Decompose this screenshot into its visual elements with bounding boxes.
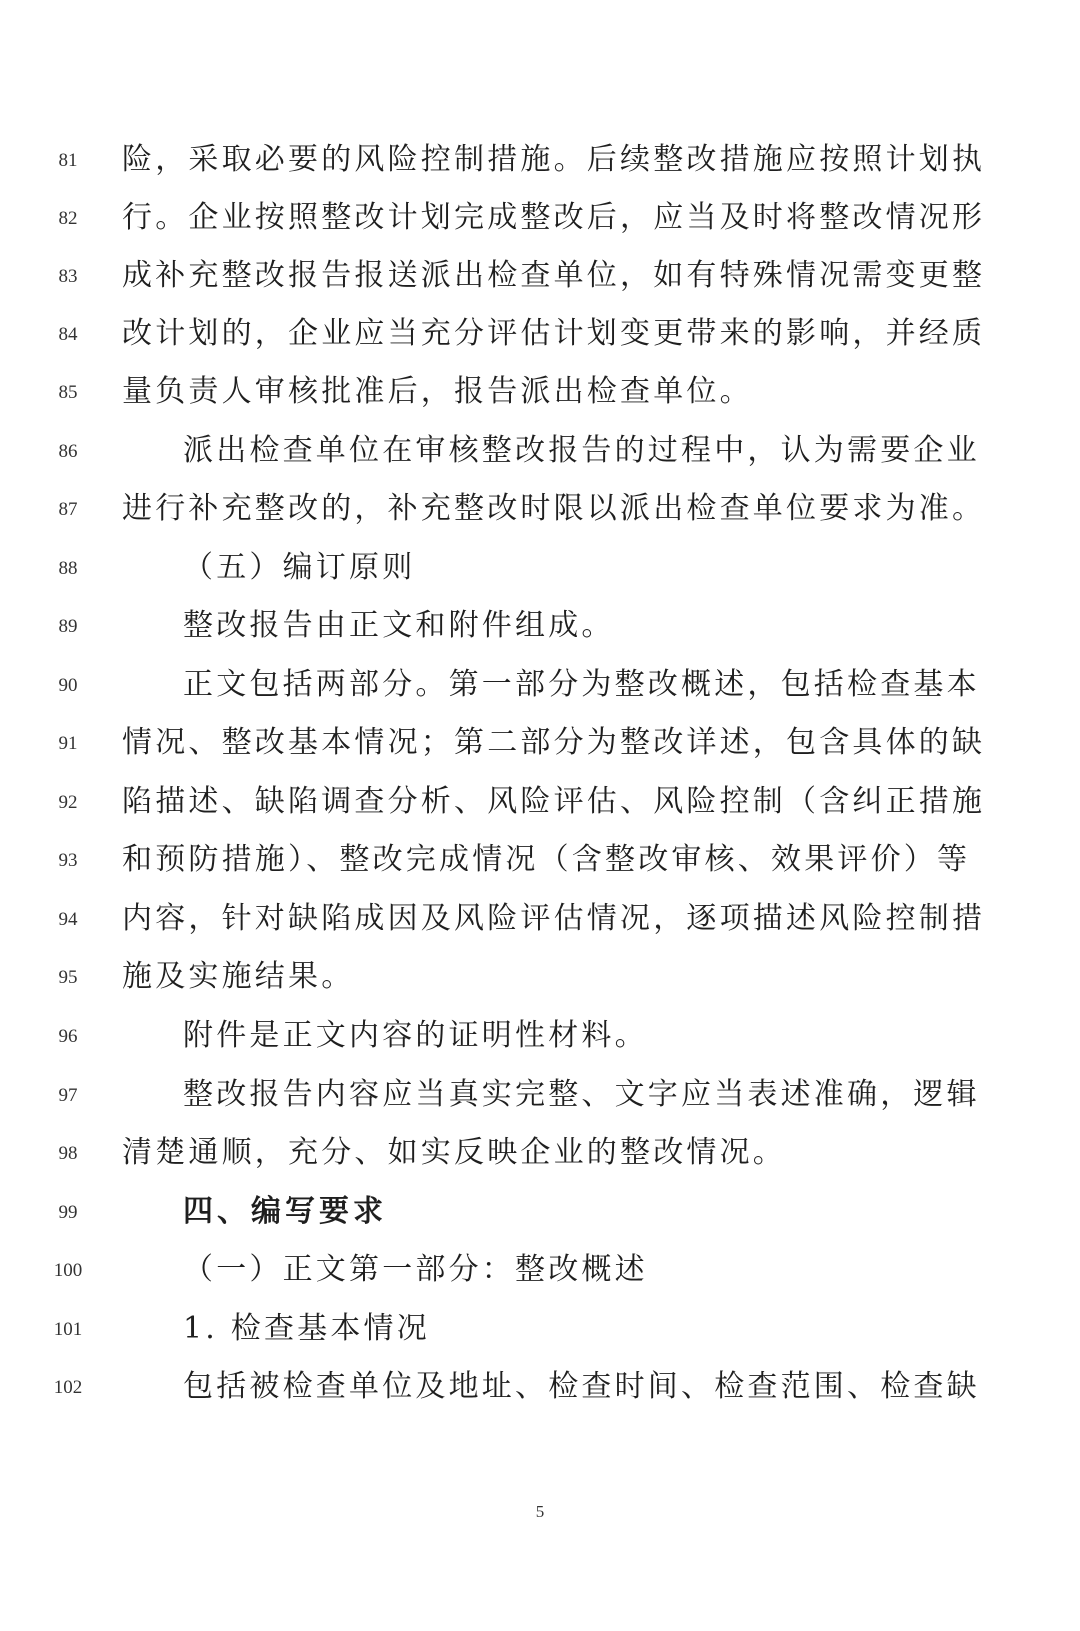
line-text: 派出检查单位在审核整改报告的过程中，认为需要企业 — [183, 433, 980, 468]
line-number: 95 — [58, 967, 78, 988]
line-number: 90 — [58, 675, 78, 696]
line-text: 包括被检查单位及地址、检查时间、检查范围、检查缺 — [183, 1369, 980, 1404]
line-text: 险，采取必要的风险控制措施。后续整改措施应按照计划执 — [122, 142, 986, 177]
line-102 — [0, 1367, 1080, 1407]
line-number: 99 — [58, 1202, 78, 1223]
line-98 — [0, 1133, 1080, 1173]
line-text: 清楚通顺，充分、如实反映企业的整改情况。 — [122, 1135, 786, 1170]
line-number: 88 — [58, 558, 78, 579]
line-number: 100 — [53, 1260, 83, 1281]
line-text: 正文包括两部分。第一部分为整改概述，包括检查基本 — [183, 667, 980, 702]
line-number: 92 — [58, 792, 78, 813]
line-89 — [0, 606, 1080, 646]
line-text: 和预防措施）、整改完成情况（含整改审核、效果评价）等 — [122, 842, 971, 877]
line-number: 81 — [58, 150, 78, 171]
line-text: 量负责人审核批准后，报告派出检查单位。 — [122, 374, 753, 409]
line-number: 83 — [58, 266, 78, 287]
line-text: 成补充整改报告报送派出检查单位，如有特殊情况需变更整 — [122, 258, 986, 293]
line-82 — [0, 198, 1080, 238]
line-number: 94 — [58, 909, 78, 930]
line-84 — [0, 314, 1080, 354]
line-text: 进行补充整改的，补充整改时限以派出检查单位要求为准。 — [122, 491, 986, 526]
line-number: 87 — [58, 499, 78, 520]
line-number: 96 — [58, 1026, 78, 1047]
line-number: 102 — [53, 1377, 83, 1398]
line-number: 91 — [58, 733, 78, 754]
line-number: 98 — [58, 1143, 78, 1164]
line-83 — [0, 256, 1080, 296]
line-number: 85 — [58, 382, 78, 403]
line-100 — [0, 1250, 1080, 1290]
line-93 — [0, 840, 1080, 880]
line-90 — [0, 665, 1080, 705]
line-number: 97 — [58, 1085, 78, 1106]
page-number: 5 — [535, 1502, 545, 1521]
line-96 — [0, 1016, 1080, 1056]
line-91 — [0, 723, 1080, 763]
line-99 — [0, 1192, 1080, 1232]
line-text: 陷描述、缺陷调查分析、风险评估、风险控制（含纠正措施 — [122, 784, 986, 819]
line-86 — [0, 431, 1080, 471]
section-heading: （五）编订原则 — [183, 550, 416, 585]
line-number: 84 — [58, 324, 78, 345]
line-text: 行。企业按照整改计划完成整改后，应当及时将整改情况形 — [122, 200, 986, 235]
line-number: 93 — [58, 850, 78, 871]
line-101 — [0, 1309, 1080, 1349]
chapter-heading: 四、编写要求 — [183, 1194, 387, 1229]
line-94 — [0, 899, 1080, 939]
line-number: 82 — [58, 208, 78, 229]
line-text: 施及实施结果。 — [122, 959, 355, 994]
line-88 — [0, 548, 1080, 588]
subsection-heading: 1. 检查基本情况 — [183, 1311, 430, 1346]
line-text: 情况、整改基本情况；第二部分为整改详述，包含具体的缺 — [122, 725, 986, 760]
line-number: 89 — [58, 616, 78, 637]
line-text: 整改报告内容应当真实完整、文字应当表述准确，逻辑 — [183, 1077, 980, 1112]
section-heading: （一）正文第一部分：整改概述 — [183, 1252, 648, 1287]
line-number: 101 — [53, 1319, 83, 1340]
line-87 — [0, 489, 1080, 529]
line-text: 改计划的，企业应当充分评估计划变更带来的影响，并经质 — [122, 316, 986, 351]
line-97 — [0, 1075, 1080, 1115]
line-number: 86 — [58, 441, 78, 462]
line-text: 整改报告由正文和附件组成。 — [183, 608, 615, 643]
line-95 — [0, 957, 1080, 997]
line-92 — [0, 782, 1080, 822]
line-81 — [0, 140, 1080, 180]
line-text: 内容，针对缺陷成因及风险评估情况，逐项描述风险控制措 — [122, 901, 986, 936]
line-85 — [0, 372, 1080, 412]
line-text: 附件是正文内容的证明性材料。 — [183, 1018, 648, 1053]
